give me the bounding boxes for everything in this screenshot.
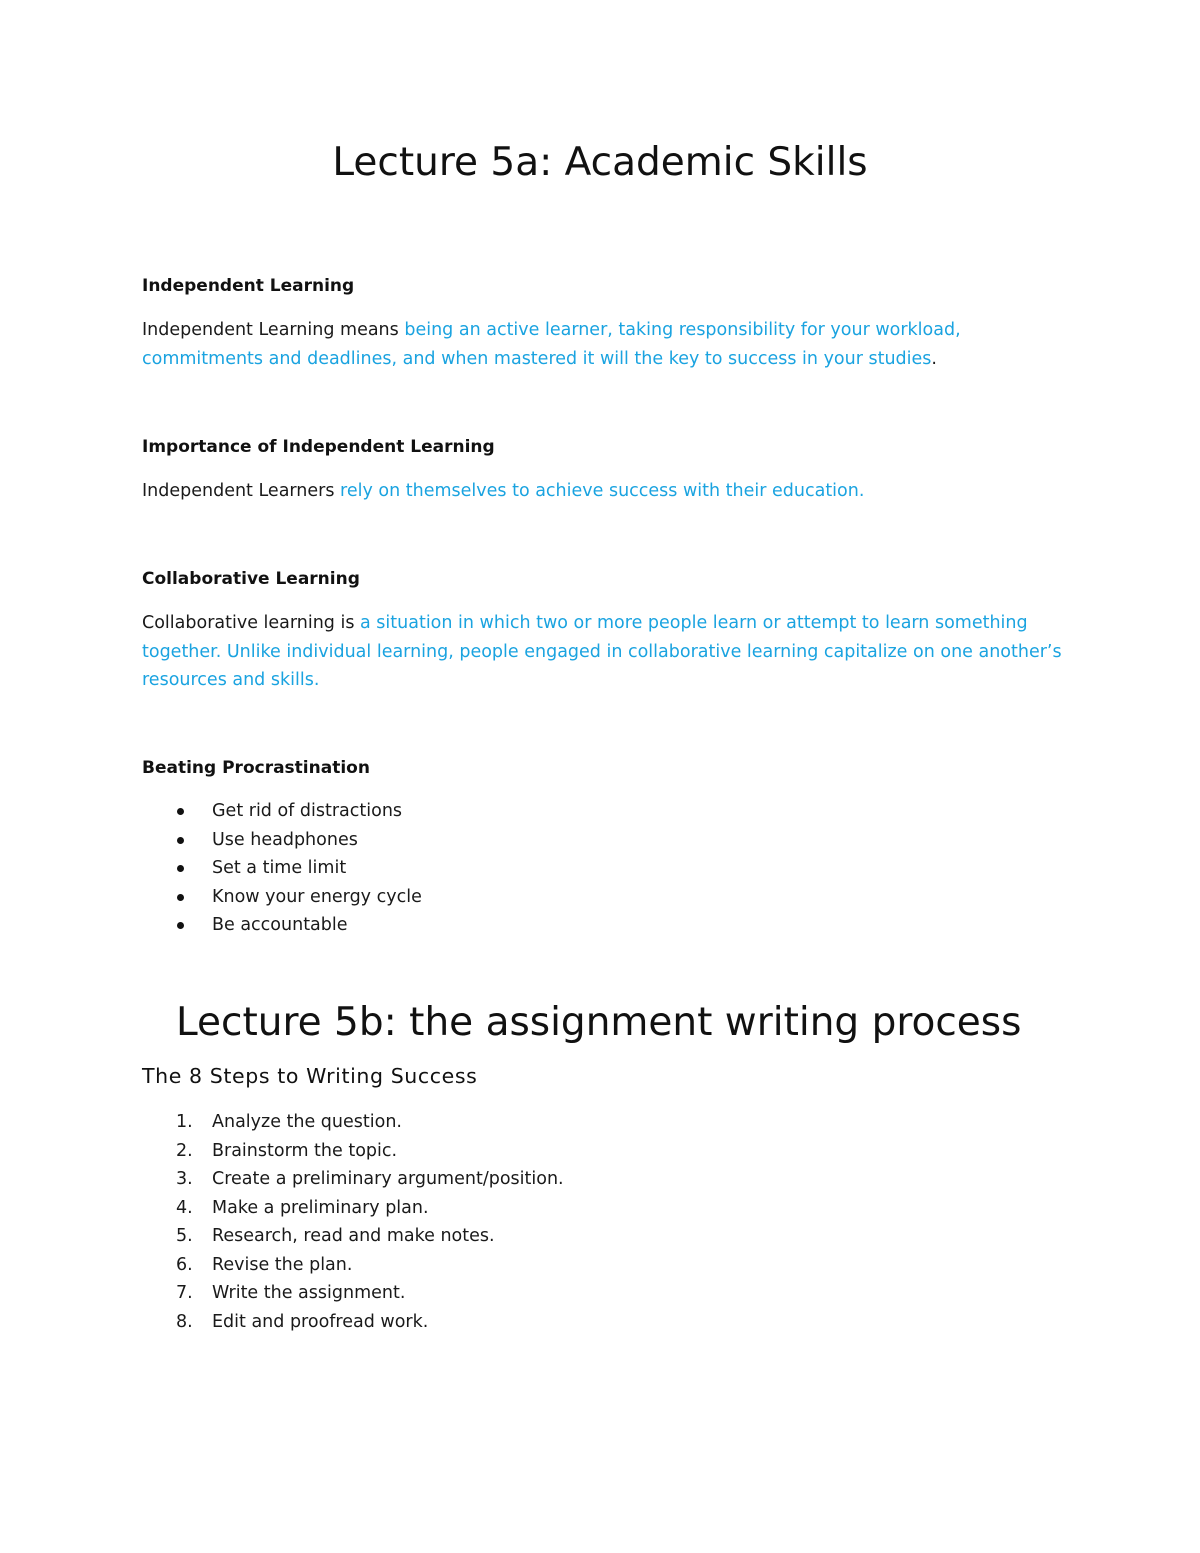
list-item-text: Get rid of distractions	[212, 801, 403, 821]
bullet-icon	[177, 922, 184, 929]
list-item	[142, 1137, 564, 1166]
procrastination-heading: Beating Procrastination	[142, 758, 370, 778]
step-text: Research, read and make notes.	[212, 1226, 495, 1246]
importance-text: Independent Learners	[142, 481, 341, 501]
step-number: 1.	[176, 1112, 193, 1132]
list-item-text: Be accountable	[212, 915, 348, 935]
step-text: Revise the plan.	[212, 1254, 353, 1275]
step-text: Brainstorm the topic.	[212, 1140, 398, 1161]
procrastination-list	[142, 797, 422, 940]
step-number: 4.	[176, 1197, 193, 1218]
list-item-text: Use headphones	[212, 829, 358, 850]
step-number: 8.	[176, 1311, 193, 1332]
independent-learning-heading: Independent Learning	[142, 276, 355, 296]
step-number: 6.	[176, 1254, 193, 1275]
lecture-5b-subtitle: The 8 Steps to Writing Success	[142, 1064, 478, 1088]
step-number: 5.	[176, 1226, 193, 1246]
step-text: Make a preliminary plan.	[212, 1197, 429, 1218]
lecture-5a-title: Lecture 5a: Academic Skills	[332, 140, 868, 185]
bullet-icon	[177, 808, 184, 815]
list-item	[142, 1308, 564, 1337]
importance-paragraph	[142, 477, 1062, 506]
step-text: Create a preliminary argument/position.	[212, 1169, 564, 1189]
list-item	[142, 1222, 564, 1251]
step-number: 3.	[176, 1169, 193, 1189]
lecture-5b-title: Lecture 5b: the assignment writing process	[176, 1000, 1022, 1045]
step-text: Edit and proofread work.	[212, 1311, 429, 1332]
step-number: 7.	[176, 1283, 193, 1303]
list-item	[142, 1194, 564, 1223]
list-item	[142, 1165, 564, 1194]
bullet-icon	[177, 894, 184, 901]
bullet-icon	[177, 837, 184, 844]
collaborative-heading: Collaborative Learning	[142, 569, 360, 589]
importance-highlight: rely on themselves to achieve success with their education.	[340, 481, 865, 501]
collaborative-highlight: a situation in which two or more people learn or attempt to learn something together. Unlike individual learning, people engaged in collaborative learning capitalize on one another’s resources and skills.	[142, 613, 1062, 690]
independent-learning-paragraph	[142, 316, 1062, 373]
list-item-text: Know your energy cycle	[212, 886, 422, 907]
list-item	[142, 883, 422, 912]
bullet-icon	[177, 865, 184, 872]
list-item	[142, 1279, 564, 1308]
list-item-text: Set a time limit	[212, 858, 347, 878]
list-item	[142, 1251, 564, 1280]
list-item	[142, 1108, 564, 1137]
step-text: Analyze the question.	[212, 1112, 402, 1132]
collaborative-paragraph	[142, 609, 1062, 695]
step-text: Write the assignment.	[212, 1283, 406, 1303]
writing-steps-list	[142, 1108, 564, 1336]
list-item	[142, 911, 422, 940]
list-item	[142, 854, 422, 883]
independent-learning-text: Independent Learning means	[142, 320, 405, 340]
list-item	[142, 826, 422, 855]
importance-heading: Importance of Independent Learning	[142, 437, 495, 457]
independent-learning-end: .	[931, 348, 937, 369]
step-number: 2.	[176, 1140, 193, 1161]
collaborative-text: Collaborative learning is	[142, 613, 361, 633]
list-item	[142, 797, 422, 826]
independent-learning-highlight: being an active learner, taking responsibility for your workload, commitments and deadlines, and when mastered it will the key to success in your studies	[142, 320, 961, 369]
